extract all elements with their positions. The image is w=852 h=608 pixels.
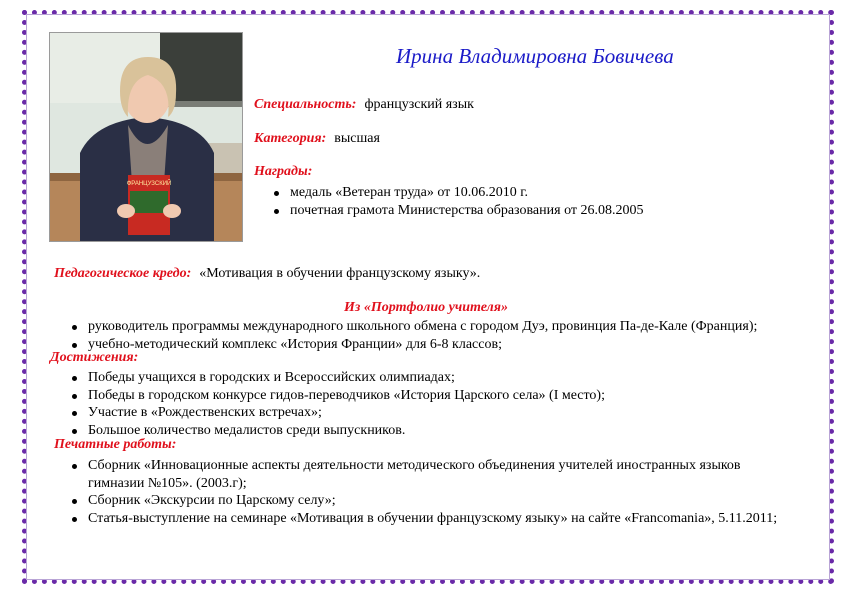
awards-list: [290, 184, 644, 220]
list-item: Большое количество медалистов среди выпускников.: [88, 422, 605, 440]
credo-line: [54, 266, 480, 282]
teacher-name: Ирина Владимировна Бовичева: [396, 44, 674, 68]
book-cover-text: ФРАНЦУЗСКИЙ: [126, 181, 172, 187]
achievements-heading-line: [50, 350, 138, 366]
list-item: Победы учащихся в городских и Всероссийских олимпиадах;: [88, 369, 605, 387]
awards-label-line: [254, 164, 312, 180]
speciality-value: французский язык: [364, 97, 474, 112]
publications-heading: Печатные работы:: [54, 437, 177, 452]
category-line: [254, 131, 380, 147]
category-value: высшая: [334, 131, 380, 146]
list-item: почетная грамота Министерства образования от 26.08.2005: [290, 203, 644, 218]
achievements-list: [88, 369, 605, 439]
publications-list: [88, 457, 778, 527]
awards-label: Награды:: [254, 164, 313, 179]
list-item: Сборник «Инновационные аспекты деятельности методического объединения учителей иностранных языков гимназии №105». (2003.г);: [88, 457, 778, 492]
portfolio-heading: Из «Портфолио учителя»: [344, 300, 508, 315]
portfolio-list: [88, 318, 757, 353]
list-item: Сборник «Экскурсии по Царскому селу»;: [88, 492, 778, 510]
achievements-heading: Достижения:: [50, 350, 139, 365]
list-item: медаль «Ветеран труда» от 10.06.2010 г.: [290, 184, 644, 202]
speciality-line: [254, 97, 474, 113]
list-item: руководитель программы международного школьного обмена с городом Дуэ, провинция Па-де-Кале (Франция);: [88, 319, 758, 334]
credo-label: Педагогическое кредо:: [54, 266, 192, 281]
speciality-label: Специальность:: [254, 97, 357, 112]
list-item: Победы в городском конкурсе гидов-переводчиков «История Царского села» (I место);: [88, 387, 605, 403]
publications-heading-line: [54, 437, 176, 453]
list-item: Статья-выступление на семинаре «Мотивация в обучении французскому языку» на сайте «Francomania», 5.11.2011;: [88, 510, 778, 526]
credo-value: «Мотивация в обучении французскому языку».: [199, 266, 481, 281]
portrait-illustration: [50, 33, 243, 242]
category-label: Категория:: [254, 131, 327, 146]
list-item: учебно-методический комплекс «История Франции» для 6-8 классов;: [88, 336, 757, 354]
portfolio-heading-wrap: [0, 300, 852, 316]
teacher-photo: [49, 32, 243, 242]
list-item: Участие в «Рождественских встречах»;: [88, 404, 605, 422]
